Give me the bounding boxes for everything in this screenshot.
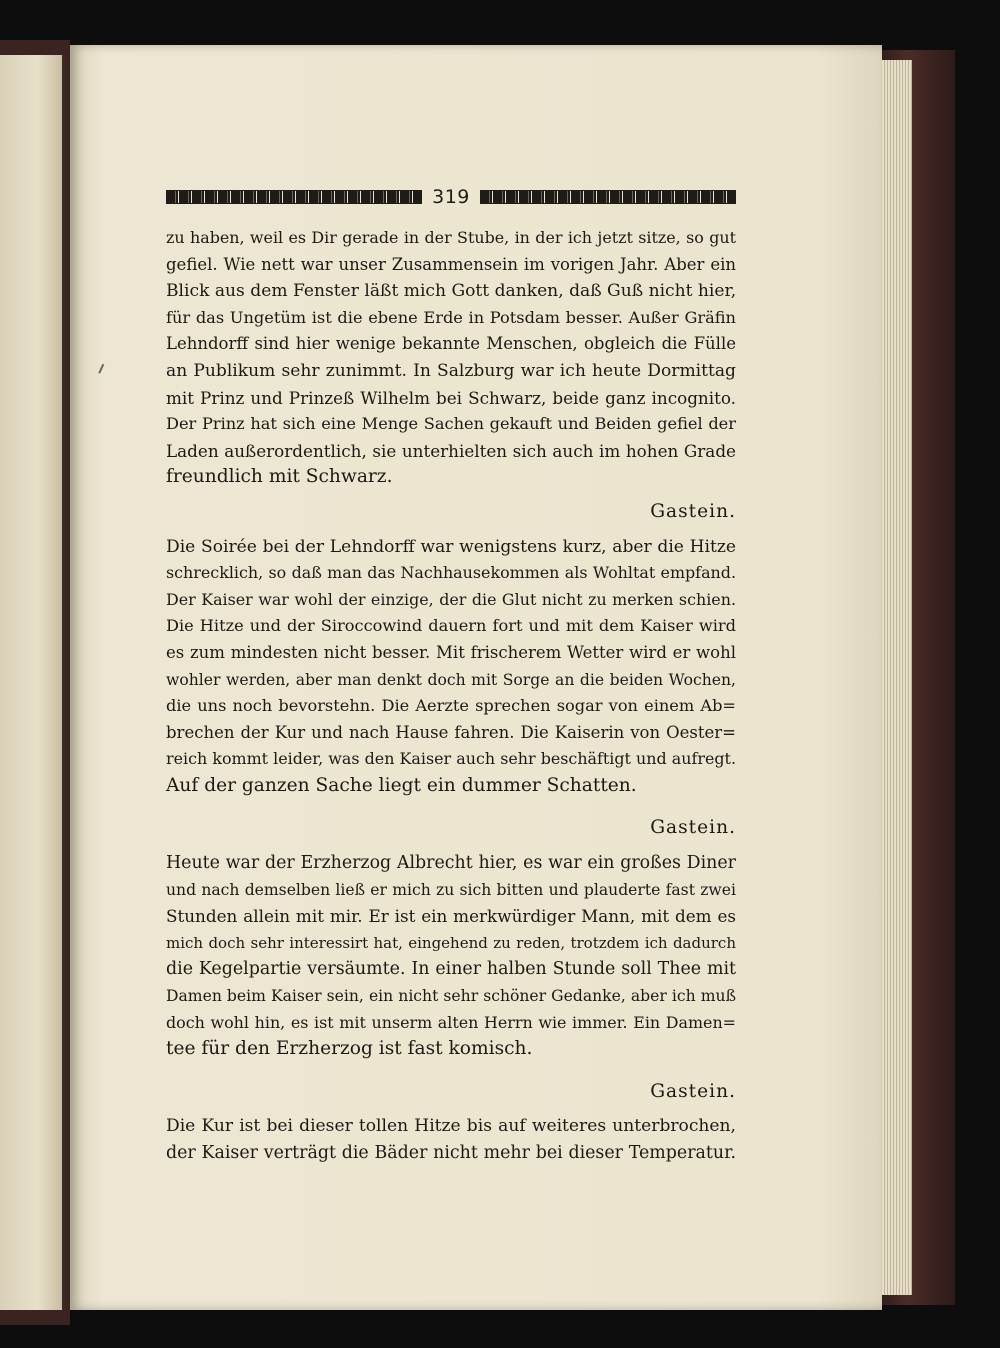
text-line: freundlich mit Schwarz.: [166, 466, 393, 488]
text-line: Lehndorff sind hier wenige bekannte Menschen, obgleich die Fülle: [166, 334, 736, 354]
text-line: Heute war der Erzherzog Albrecht hier, es war ein großes Diner: [166, 853, 736, 874]
section-heading: Gastein.: [650, 1080, 736, 1102]
header-ornament-left: [166, 190, 422, 204]
text-line: tee für den Erzherzog ist fast komisch.: [166, 1038, 533, 1060]
text-line: zu haben, weil es Dir gerade in der Stube, in der ich jetzt sitze, so gut: [166, 228, 736, 247]
header-ornament-right: [480, 190, 736, 204]
text-line: die Kegelpartie versäumte. In einer halben Stunde soll Thee mit: [166, 959, 736, 980]
text-line: Der Prinz hat sich eine Menge Sachen gekauft und Beiden gefiel der: [166, 414, 736, 434]
paragraph: [166, 1113, 736, 1166]
text-line: reich kommt leider, was den Kaiser auch sehr beschäftigt und aufregt.: [166, 749, 736, 769]
text-line: Der Kaiser war wohl der einzige, der die Glut nicht zu merken schien.: [166, 589, 736, 609]
text-line: gefiel. Wie nett war unser Zusammensein im vorigen Jahr. Aber ein: [166, 254, 736, 274]
text-line: Die Kur ist bei dieser tollen Hitze bis auf weiteres unterbrochen,: [166, 1116, 736, 1137]
text-line: Stunden allein mit mir. Er ist ein merkwürdiger Mann, mit dem es: [166, 906, 736, 927]
text-line: für das Ungetüm ist die ebene Erde in Potsdam besser. Außer Gräfin: [166, 307, 736, 327]
text-line: der Kaiser verträgt die Bäder nicht mehr bei dieser Temperatur.: [166, 1143, 736, 1163]
text-line: und nach demselben ließ er mich zu sich bitten und plauderte fast zwei: [166, 880, 736, 899]
text-line: Auf der ganzen Sache liegt ein dummer Schatten.: [166, 774, 637, 796]
section-heading: Gastein.: [650, 817, 736, 839]
text-line: mich doch sehr interessirt hat, eingehend zu reden, trotzdem ich dadurch: [166, 933, 736, 952]
text-line: schrecklich, so daß man das Nachhausekommen als Wohltat empfand.: [166, 563, 736, 583]
text-line: es zum mindesten nicht besser. Mit frischerem Wetter wird er wohl: [166, 642, 736, 662]
body-text: [166, 225, 736, 1167]
page-header: [166, 184, 736, 210]
paragraph: [166, 850, 736, 1063]
paragraph: [166, 225, 736, 491]
facing-page-edge: [0, 55, 65, 1310]
text-line: Die Hitze und der Siroccowind dauern fort und mit dem Kaiser wird: [166, 616, 736, 636]
text-line: an Publikum sehr zunimmt. In Salzburg war ich heute Dormittag: [166, 360, 736, 381]
section-heading: Gastein.: [650, 500, 736, 522]
text-line: Blick aus dem Fenster läßt mich Gott danken, daß Guß nicht hier,: [166, 281, 737, 302]
paragraph: [166, 534, 736, 800]
text-line: Laden außerordentlich, sie unterhielten sich auch im hohen Grade: [166, 440, 736, 461]
text-line: Damen beim Kaiser sein, ein nicht sehr schöner Gedanke, aber ich muß: [166, 987, 736, 1006]
text-line: wohler werden, aber man denkt doch mit Sorge an die beiden Wochen,: [166, 670, 736, 689]
text-line: Die Soirée bei der Lehndorff war wenigstens kurz, aber die Hitze: [166, 536, 736, 557]
text-line: brechen der Kur und nach Hause fahren. Die Kaiserin von Oester=: [166, 722, 736, 742]
text-line: mit Prinz und Prinzeß Wilhelm bei Schwarz, beide ganz incognito.: [166, 387, 736, 408]
text-line: die uns noch bevorstehn. Die Aerzte sprechen sogar von einem Ab=: [166, 696, 736, 716]
page-number: 319: [432, 186, 470, 208]
text-line: doch wohl hin, es ist mit unserm alten Herrn wie immer. Ein Damen=: [166, 1012, 736, 1032]
